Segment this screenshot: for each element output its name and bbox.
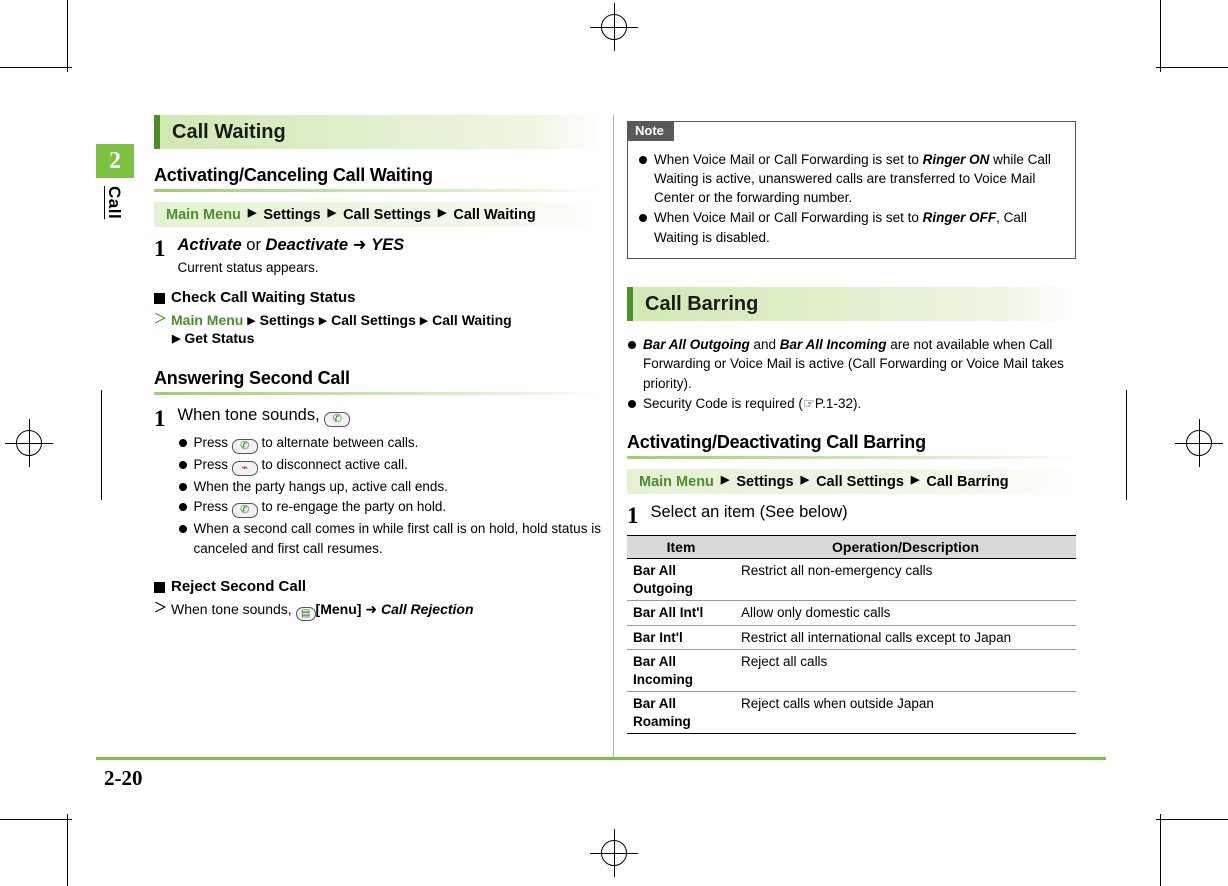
send-key-icon: ✆ <box>324 412 350 427</box>
note-box <box>627 121 1076 259</box>
step-title: Select an item (See below) <box>650 503 848 522</box>
crop-mark <box>0 67 72 68</box>
note-list <box>638 150 1065 247</box>
step-number: 1 <box>627 503 639 529</box>
list-item: When Voice Mail or Call Forwarding is set to Ringer OFF, Call Waiting is disabled. <box>638 208 1065 246</box>
subsection-title: Reject Second Call <box>171 577 307 595</box>
list-item: When Voice Mail or Call Forwarding is set to Ringer ON while Call Waiting is active, unanswered calls are transferred to Voice Mail Center or the forwarding number. <box>638 150 1065 207</box>
reject-arrow: ➜ <box>361 600 381 617</box>
step-bullet-list <box>178 433 602 559</box>
step-note: Current status appears. <box>177 259 319 275</box>
emphasis-text: Bar All Incoming <box>779 336 887 352</box>
subsection-reject-second-call <box>154 578 601 595</box>
crop-mark <box>1160 0 1161 72</box>
registration-mark-top <box>601 14 627 40</box>
chapter-label <box>104 186 124 219</box>
chevron-right-icon: ▶ <box>172 332 181 345</box>
nav-item-settings: Settings <box>736 473 794 490</box>
crop-mark <box>67 814 68 886</box>
chevron-right-icon: ▶ <box>419 314 429 327</box>
side-crop-mark <box>101 390 102 500</box>
square-bullet-icon <box>154 582 165 593</box>
crop-mark <box>0 819 72 820</box>
table-row <box>627 559 1076 601</box>
square-bullet-icon <box>154 293 165 304</box>
registration-mark-bottom <box>601 840 627 866</box>
heading-call-barring-text: Call Barring <box>645 292 759 315</box>
nav-item-call-barring: Call Barring <box>926 473 1009 490</box>
chevron-right-icon: ▶ <box>800 474 810 487</box>
list-item: Bar All Outgoing and Bar All Incoming are not available when Call Forwarding or Voice Mail is active (Call Forwarding or Voice Mail takes priority). <box>627 335 1076 394</box>
side-crop-mark <box>1126 390 1127 500</box>
nav-item-call-settings: Call Settings <box>816 473 904 490</box>
table-row <box>627 692 1076 734</box>
heading-call-waiting <box>154 115 601 149</box>
step-1-when-tone-sounds <box>154 405 601 560</box>
page-number: 2-20 <box>104 766 143 790</box>
heading-call-barring <box>627 287 1076 321</box>
table-row <box>627 625 1076 650</box>
footer-rule <box>96 757 1106 760</box>
step-option-deactivate: Deactivate <box>265 236 349 254</box>
reject-target-label: Call Rejection <box>380 600 474 617</box>
list-item: When a second call comes in while first call is on hold, hold status is canceled and first call resumes. <box>178 519 602 558</box>
section-rule <box>627 456 1076 459</box>
chevron-right-icon: ▶ <box>247 314 256 327</box>
reject-second-call-steps <box>154 599 601 621</box>
cell-item: Bar Int'l <box>627 625 735 650</box>
list-item: Press ✆ to alternate between calls. <box>178 433 602 454</box>
cell-item: Bar All Roaming <box>627 692 735 734</box>
cell-description: Reject all calls <box>735 650 1076 692</box>
emphasis-text: Ringer OFF <box>922 210 997 226</box>
end-key-icon: ⌁ <box>232 461 258 476</box>
table-body <box>627 559 1076 734</box>
nav-item-settings: Settings <box>259 311 315 328</box>
chapter-label-text: Call <box>105 186 124 220</box>
nav-item-main-menu: Main Menu <box>639 473 714 490</box>
call-barring-table <box>627 535 1076 734</box>
crop-mark <box>1156 67 1228 68</box>
cell-description: Restrict all international calls except to Japan <box>735 625 1076 650</box>
crop-mark <box>1160 814 1161 886</box>
emphasis-text: Ringer ON <box>922 152 990 167</box>
chevron-right-icon: ▶ <box>318 314 328 327</box>
subsection-nav-path-cont <box>172 330 601 346</box>
call-barring-notes <box>627 335 1076 414</box>
chevron-right-icon: ▶ <box>720 474 730 487</box>
subsection-title: Check Call Waiting Status <box>171 288 356 306</box>
step-title-text: When tone sounds, <box>177 405 320 424</box>
column-divider <box>613 115 614 760</box>
section-answering-second-call: Answering Second Call <box>154 367 350 388</box>
cell-item: Bar All Int'l <box>627 601 735 626</box>
chevron-right-icon: ▶ <box>437 207 447 219</box>
table-row <box>627 650 1076 692</box>
nav-item-call-settings: Call Settings <box>343 206 431 223</box>
heading-accent-bar <box>154 115 160 149</box>
nav-item-main-menu: Main Menu <box>166 206 241 223</box>
section-activating-deactivating-call-barring: Activating/Deactivating Call Barring <box>627 432 926 453</box>
cell-description: Reject calls when outside Japan <box>735 692 1076 734</box>
section-rule <box>154 392 601 395</box>
step-title <box>178 235 602 256</box>
reject-menu-label: [Menu] <box>315 600 362 617</box>
step-1-activate <box>154 235 601 275</box>
registration-mark-left <box>16 430 42 456</box>
step-number: 1 <box>154 236 166 261</box>
cell-item: Bar All Outgoing <box>627 559 735 601</box>
left-column <box>154 115 601 621</box>
section-activating-canceling-call-waiting: Activating/Canceling Call Waiting <box>154 165 433 185</box>
step-title <box>178 405 602 427</box>
nav-item-call-waiting: Call Waiting <box>453 206 536 223</box>
step-option-yes: YES <box>371 236 405 254</box>
arrow-bullet-icon: ＞ <box>154 599 168 615</box>
column-header-item: Item <box>627 536 735 559</box>
step-conjunction: or <box>241 236 266 254</box>
heading-call-waiting-text: Call Waiting <box>172 121 286 143</box>
list-item: Security Code is required (☞P.1-32). <box>627 394 1076 414</box>
menu-key-icon: ▤ <box>296 607 316 621</box>
note-tab-label: Note <box>627 121 674 141</box>
right-column <box>627 112 1076 734</box>
list-item: Press ✆ to re-engage the party on hold. <box>178 497 602 518</box>
step-option-activate: Activate <box>177 236 242 254</box>
arrow-bullet-icon: ＞ <box>154 310 168 326</box>
subsection-nav-path <box>154 310 601 330</box>
table-header-row <box>627 536 1076 559</box>
nav-item-call-waiting: Call Waiting <box>432 311 512 328</box>
cell-item: Bar All Incoming <box>627 650 735 692</box>
nav-item-settings: Settings <box>263 206 321 223</box>
list-item: When the party hangs up, active call ends. <box>178 477 602 497</box>
send-key-icon: ✆ <box>232 439 258 454</box>
send-key-icon: ✆ <box>232 503 258 518</box>
step-arrow: ➜ <box>348 236 372 254</box>
nav-item-call-settings: Call Settings <box>331 311 416 328</box>
list-item: Press ⌁ to disconnect active call. <box>178 455 602 476</box>
step-number: 1 <box>154 405 166 431</box>
note-block <box>627 121 1076 259</box>
table-row <box>627 601 1076 626</box>
chevron-right-icon: ▶ <box>910 474 920 487</box>
nav-path-call-barring <box>627 469 1076 494</box>
emphasis-text: Bar All Outgoing <box>643 336 750 352</box>
section-rule <box>154 189 601 192</box>
registration-mark-right <box>1186 430 1212 456</box>
heading-accent-bar <box>627 287 633 321</box>
reject-prefix: When tone sounds, <box>171 600 292 617</box>
nav-item-main-menu: Main Menu <box>171 311 244 328</box>
cell-description: Restrict all non-emergency calls <box>735 559 1076 601</box>
step-1-select-item <box>627 502 1076 527</box>
chevron-right-icon: ▶ <box>247 207 257 219</box>
crop-mark <box>1156 819 1228 820</box>
crop-mark <box>67 0 68 72</box>
chevron-right-icon: ▶ <box>327 207 337 219</box>
subsection-check-call-waiting-status <box>154 289 601 306</box>
nav-path-call-waiting <box>154 202 601 227</box>
nav-item-get-status: Get Status <box>184 329 255 346</box>
chapter-number: 2 <box>96 144 134 178</box>
cell-description: Allow only domestic calls <box>735 601 1076 626</box>
column-header-operation: Operation/Description <box>735 536 1076 559</box>
